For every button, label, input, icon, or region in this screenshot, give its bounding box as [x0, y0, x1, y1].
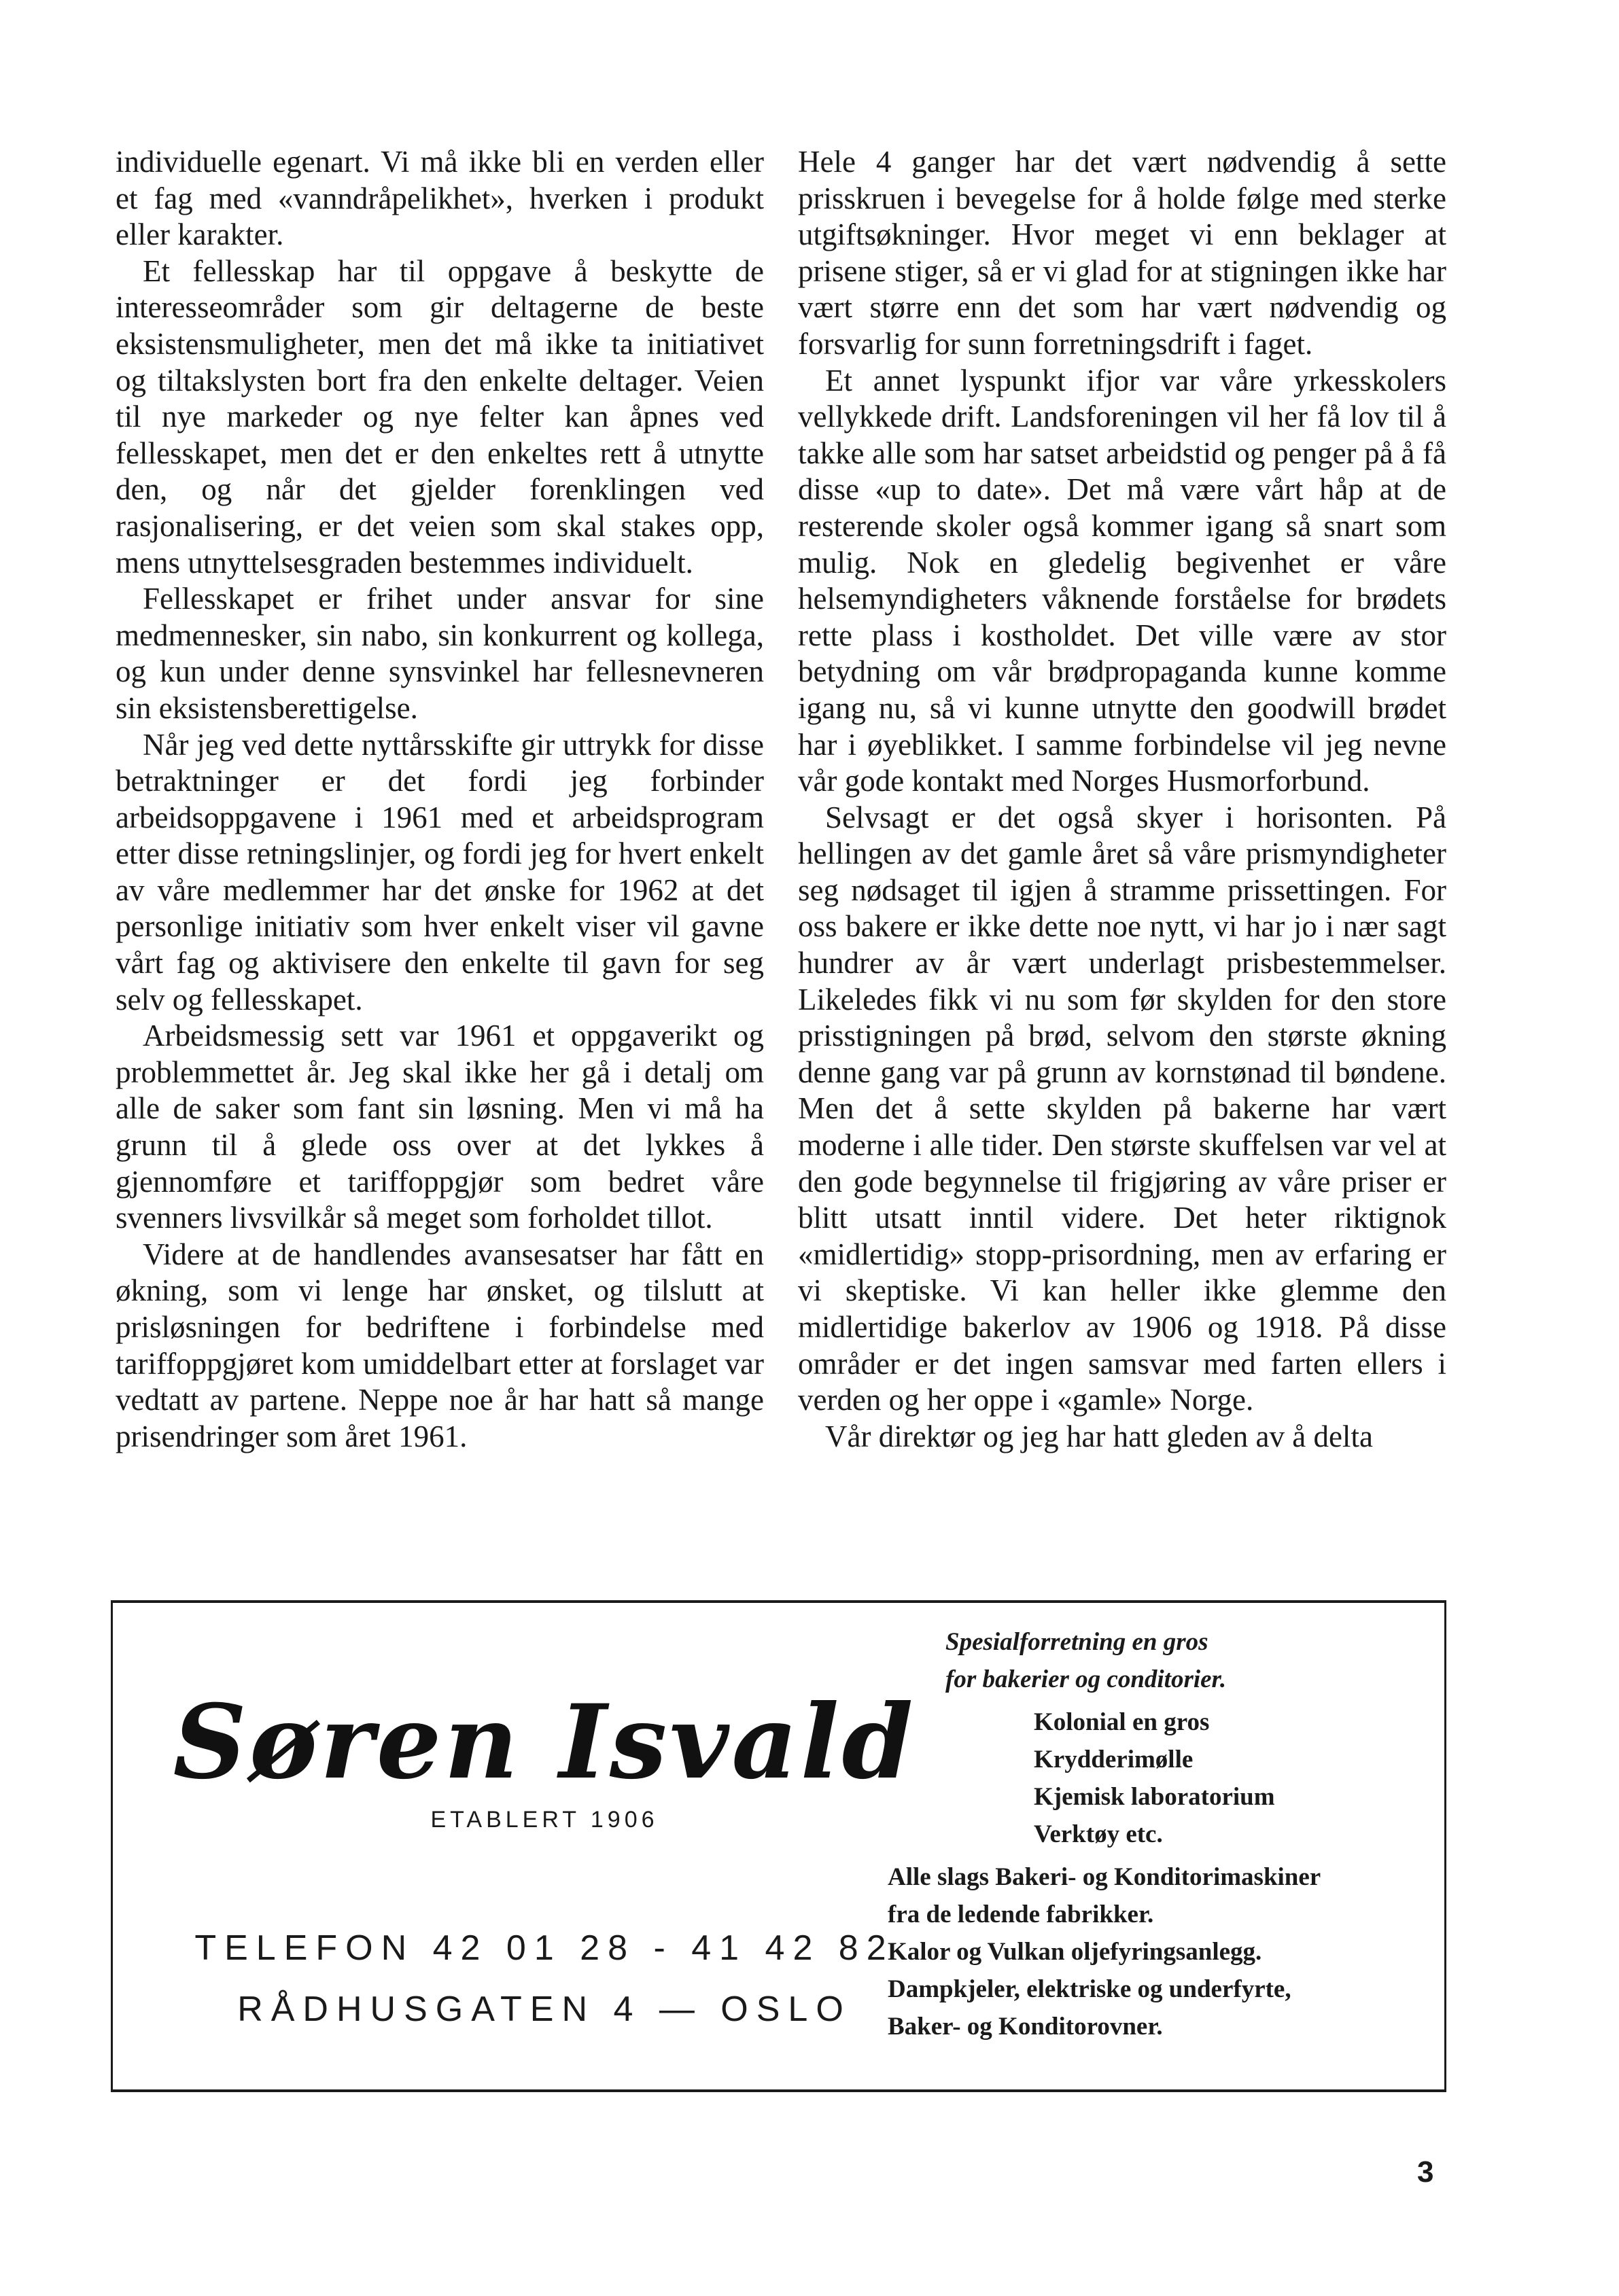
- offer-line: Alle slags Bakeri- og Konditorimaskiner: [888, 1863, 1321, 1891]
- advertisement-box: [111, 1600, 1446, 2092]
- page-number: 3: [1417, 2155, 1434, 2189]
- goods-item: Krydderimølle: [1034, 1746, 1194, 1773]
- advertisement-services: [867, 1623, 1438, 2045]
- goods-list: [1034, 1703, 1438, 1853]
- paragraph: Selvsagt er det også skyer i horisonten. På hellingen av det gamle året så våre prismyndigheter seg nødsaget til igjen å stramme prissettingen. For oss bakere er ikke dette noe nytt, vi har jo i nær sagt hundrer av år vært underlagt prisbestemmelser. Likeledes fikk vi nu som før skylden for den store prisstigningen på brød, selvom den største økning denne gang var på grunn av kornstønad til bøndene. Men det å sette skylden på bakerne har vært moderne i alle tider. Den største skuffelsen var vel at den gode begynnelse til frigjøring av våre priser er blitt utsatt inntil videre. Det heter riktignok «midlertidig» stopp-prisordning, men av erfaring er vi skeptiske. Vi kan heller ikke glemme den midlertidige bakerlov av 1906 og 1918. På disse områder er det ingen samsvar med farten ellers i verden og her oppe i «gamle» Norge.: [798, 800, 1446, 1417]
- paragraph: Et annet lyspunkt ifjor var våre yrkesskolers vellykkede drift. Landsforeningen vil her få lov til å takke alle som har satset arbeidstid og penger på å få disse «up to date». Det må være vårt håp at de resterende skoler også kommer igang så snart som mulig. Nok en gledelig begivenhet er våre helsemyndigheters våknende forståelse for brødets rette plass i kostholdet. Det ville være av stor betydning om vår brødpropaganda kunne komme igang nu, så vi kunne utnytte den goodwill brødet har i øyeblikket. I samme forbindelse vil jeg nevne vår gode kontakt med Norges Husmorforbund.: [798, 363, 1446, 798]
- paragraph: Arbeidsmessig sett var 1961 et oppgaverikt og problemmettet år. Jeg skal ikke her gå i detalj om alle de saker som fant sin løsning. Men vi må ha grunn til å glede oss over at det lykkes å gjennomføre et tariffoppgjør som bedret våre svenners livsvilkår så meget som forholdet tillot.: [116, 1019, 764, 1235]
- offers-list: [888, 1858, 1438, 2045]
- established-label: ETABLERT 1906: [430, 1807, 659, 1833]
- specialty-line: for bakerier og conditorier.: [945, 1665, 1227, 1693]
- goods-item: Kjemisk laboratorium: [1034, 1783, 1275, 1811]
- goods-item: Verktøy etc.: [1034, 1820, 1163, 1848]
- paragraph: Hele 4 ganger har det vært nødvendig å sette prisskruen i bevegelse for å holde følge med sterke utgiftsøkninger. Hvor meget vi enn beklager at prisene stiger, så er vi glad for at stigningen ikke har vært større enn det som har vært nødvendig og forsvarlig for sunn forretningsdrift i faget.: [798, 145, 1446, 361]
- article-right-column: [798, 144, 1446, 1455]
- paragraph: Vår direktør og jeg har hatt gleden av å delta: [825, 1419, 1373, 1453]
- offer-line: Dampkjeler, elektriske og underfyrte,: [888, 1975, 1291, 2003]
- paragraph: Når jeg ved dette nyttårsskifte gir uttrykk for disse betraktninger er det fordi jeg forbinder arbeidsoppgavene i 1961 med et arbeidsprogram etter disse retningslinjer, og fordi jeg for hvert enkelt av våre medlemmer har det ønske for 1962 at det personlige initiativ som hver enkelt viser vil gavne vårt fag og aktivisere den enkelte til gavn for seg selv og fellesskapet.: [116, 727, 764, 1017]
- goods-item: Kolonial en gros: [1034, 1708, 1210, 1736]
- paragraph: Fellesskapet er frihet under ansvar for sine medmennesker, sin nabo, sin konkurrent og kollega, og kun under denne synsvinkel har fellesnevneren sin eksistensberettigelse.: [116, 582, 764, 725]
- paragraph: Videre at de handlendes avansesatser har fått en økning, som vi lenge har ønsket, og tilslutt at prisløsningen for bedriftene i forbindelse med tariffoppgjøret kom umiddelbart etter at forslaget var vedtatt av partene. Neppe noe år har hatt så mange prisendringer som året 1961.: [116, 1237, 764, 1453]
- article-left-column: [116, 144, 764, 1455]
- phone-number: TELEFON 42 01 28 - 41 42 82: [194, 1928, 894, 1968]
- offer-line: Kalor og Vulkan oljefyringsanlegg.: [888, 1938, 1262, 1966]
- offer-line: fra de ledende fabrikker.: [888, 1901, 1154, 1928]
- address: RÅDHUSGATEN 4 — OSLO: [237, 1990, 852, 2029]
- brand-logo: Søren Isvald: [173, 1682, 916, 1802]
- specialty-line: Spesialforretning en gros: [945, 1628, 1208, 1656]
- offer-line: Baker- og Konditorovner.: [888, 2013, 1163, 2041]
- paragraph: Et fellesskap har til oppgave å beskytte de interesseområder som gir deltagerne de beste eksistensmuligheter, men det må ikke ta initiativet og tiltakslysten bort fra den enkelte deltager. Veien til nye markeder og nye felter kan åpnes ved fellesskapet, men det er den enkeltes rett å utnytte den, og når det gjelder forenklingen ved rasjonalisering, er det veien som skal stakes opp, mens utnyttelsesgraden bestemmes individuelt.: [116, 253, 764, 580]
- paragraph: individuelle egenart. Vi må ikke bli en verden eller et fag med «vanndråpelikhet», hverken i produkt eller karakter.: [116, 145, 764, 252]
